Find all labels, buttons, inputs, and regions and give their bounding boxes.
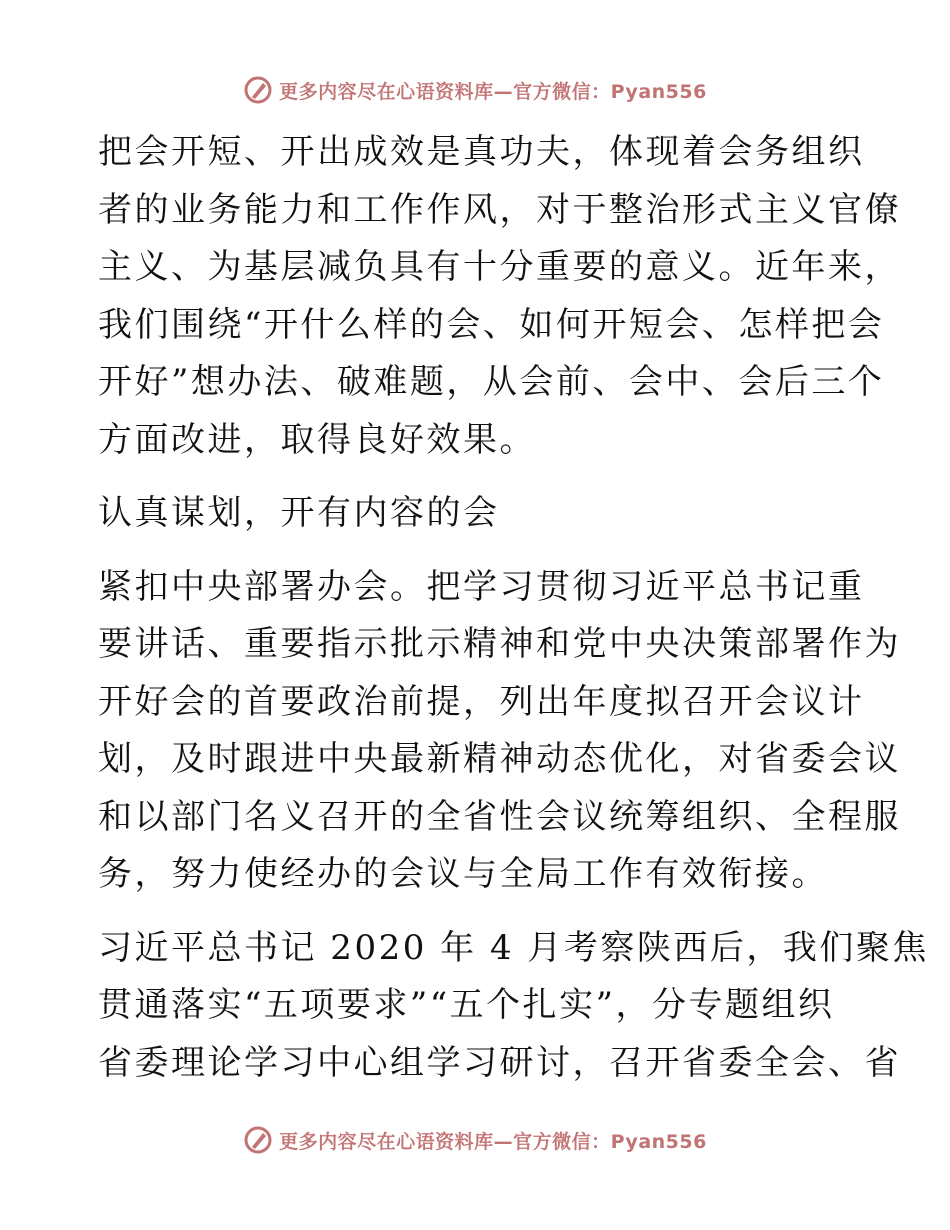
text-line: 省委理论学习中心组学习研讨，召开省委全会、省: [98, 1042, 901, 1083]
pen-logo-icon: [243, 1125, 273, 1155]
text-line: 要讲话、重要指示批示精神和党中央决策部署作为: [98, 624, 901, 664]
text-line: 开好会的首要政治前提，列出年度拟召开会议计: [98, 681, 865, 722]
pen-logo-icon: [243, 75, 273, 105]
text-line: 紧扣中央部署办会。把学习贯彻习近平总书记重: [98, 566, 865, 607]
text-line: 开好”想办法、破难题，从会前、会中、会后三个: [98, 362, 885, 402]
text-line: 把会开短、开出成效是真功夫，体现着会务组织: [98, 132, 865, 172]
document-body: [98, 124, 929, 1108]
watermark-footer: [0, 1120, 950, 1160]
text-line: 方面改进，取得良好效果。: [98, 419, 536, 460]
text-line: 习近平总书记 2020 年 4 月考察陕西后，我们聚焦: [98, 927, 929, 968]
text-line: 贯通落实“五项要求”“五个扎实”，分专题组织: [98, 985, 835, 1025]
paragraph-shaanxi-inspection: [98, 920, 929, 1093]
text-line: 划，及时跟进中央最新精神动态优化，对省委会议: [98, 739, 901, 779]
text-line: 者的业务能力和工作作风，对于整治形式主义官僚: [98, 189, 901, 230]
text-line: 认真谋划，开有内容的会: [98, 493, 500, 533]
watermark-text: 更多内容尽在心语资料库—官方微信：Pyan556: [279, 1130, 707, 1153]
watermark-header: [0, 70, 950, 110]
text-line: 务，努力使经办的会议与全局工作有效衔接。: [98, 854, 828, 894]
watermark-text: 更多内容尽在心语资料库—官方微信：Pyan556: [279, 80, 707, 103]
text-line: 我们围绕“开什么样的会、如何开短会、怎样把会: [98, 304, 885, 345]
text-line: 和以部门名义召开的全省性会议统筹组织、全程服: [98, 796, 901, 837]
paragraph-intro: [98, 124, 901, 469]
text-line: 主义、为基层减负具有十分重要的意义。近年来，: [98, 247, 901, 287]
section-heading: [98, 485, 858, 543]
paragraph-central-deployment: [98, 559, 901, 904]
